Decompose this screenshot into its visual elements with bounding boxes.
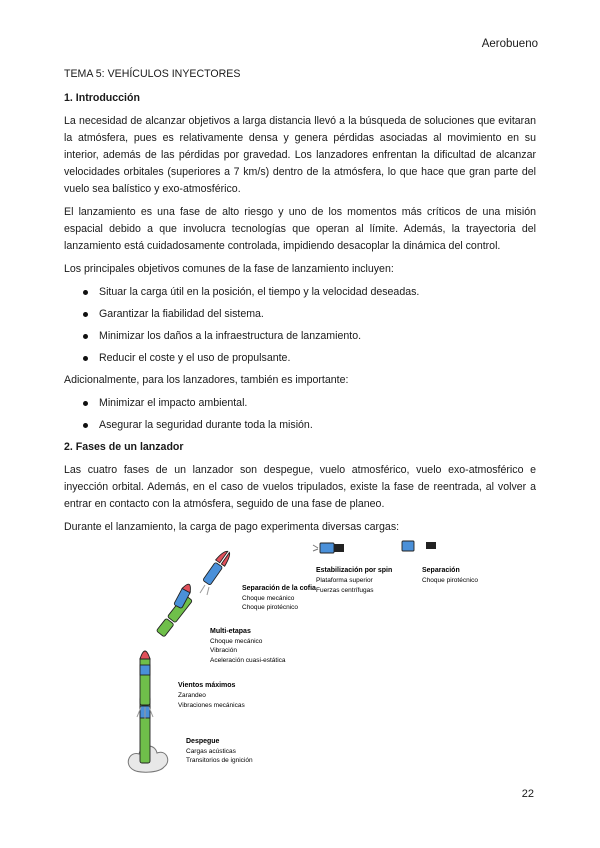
rocket-body: [156, 618, 174, 637]
rocket-nose: [140, 651, 150, 659]
paragraph: Los principales objetivos comunes de la fase de lanzamiento incluyen:: [64, 263, 394, 275]
phase-item: Cargas acústicas: [186, 748, 236, 755]
rocket-body: [140, 657, 150, 705]
section-heading-phases: 2. Fases de un lanzador: [64, 441, 184, 453]
list-item: Asegurar la seguridad durante toda la misión.: [64, 417, 536, 434]
phase-item: Transitorios de ignición: [186, 757, 253, 764]
phase-item: Zarandeo: [178, 692, 206, 699]
phase-item: Vibraciones mecánicas: [178, 702, 245, 709]
phase-item: Plataforma superior: [316, 577, 373, 584]
rocket-stage: [140, 665, 150, 675]
separation-icon: [402, 541, 436, 551]
launch-phases-diagram: [110, 537, 479, 785]
label-cofia: [242, 585, 316, 611]
phase-title: Separación de la cofia: [242, 585, 316, 592]
rocket-fairing-separation-icon: [200, 548, 233, 595]
list-item: Reducir el coste y el uso de propulsante.: [64, 350, 536, 367]
label-vientos: [178, 682, 245, 709]
paragraph: Durante el lanzamiento, la carga de pago experimenta diversas cargas:: [64, 521, 400, 533]
label-separacion: [422, 567, 478, 584]
additional-list: [64, 395, 536, 434]
phase-item: Choque pirotécnico: [242, 604, 299, 611]
rocket-multistage-icon: [156, 582, 193, 637]
phase-item: Choque pirotécnico: [422, 577, 479, 584]
paragraph: La necesidad de alcanzar objetivos a larga distancia llevó a la búsqueda de soluciones que evitaran la atmósfera, pues es relativamente densa y genera pérdidas asociadas al movimiento en su interior, además de las pérdidas por gravedad. Los lanzadores enfrentan la dificultad de alcanzar velocidades orbitales (superiores a 7 km/s) dentro de la atmósfera, lo que hace que gran parte del vuelo sea balístico y exo-atmosférico.: [64, 115, 536, 195]
phase-title: Estabilización por spin: [316, 567, 393, 574]
list-item: Situar la carga útil en la posición, el tiempo y la velocidad deseadas.: [64, 284, 536, 301]
paragraph: Las cuatro fases de un lanzador son despegue, vuelo atmosférico, vuelo exo-atmosférico e inyección orbital. Además, en el caso de vuelos tripulados, existe la fase de reentrada, al volver a entrar en contacto con la atmósfera, seguido de una fase de planeo.: [64, 464, 536, 510]
spin-stage-icon: [313, 543, 344, 553]
rocket-stage: [402, 541, 414, 551]
rocket-stage: [320, 543, 334, 553]
page-content: [64, 66, 536, 542]
label-spin: [316, 567, 392, 594]
label-despegue: [186, 738, 253, 764]
topic-title: TEMA 5: VEHÍCULOS INYECTORES: [64, 68, 241, 80]
list-item: Garantizar la fiabilidad del sistema.: [64, 306, 536, 323]
label-multietapas: [210, 628, 286, 664]
phase-item: Aceleración cuasi-estática: [210, 657, 286, 664]
rocket-stage: [203, 562, 223, 585]
rocket-max-winds-icon: [137, 651, 153, 719]
phase-item: Vibración: [210, 647, 237, 654]
paragraph: Adicionalmente, para los lanzadores, también es importante:: [64, 374, 349, 386]
phase-item: Choque mecánico: [242, 595, 295, 602]
phase-item: Fuerzas centrífugas: [316, 587, 374, 594]
phase-title: Vientos máximos: [178, 682, 236, 689]
list-item: Minimizar el impacto ambiental.: [64, 395, 536, 412]
phase-title: Despegue: [186, 738, 220, 745]
document-header: Aerobueno: [481, 38, 538, 50]
phase-item: Choque mecánico: [210, 638, 263, 645]
section-heading-introduction: 1. Introducción: [64, 92, 140, 104]
list-item: Minimizar los daños a la infraestructura de lanzamiento.: [64, 328, 536, 345]
objectives-list: [64, 284, 536, 367]
paragraph: El lanzamiento es una fase de alto riesgo y uno de los momentos más críticos de una misión espacial debido a que involucra tecnologías que operan al límite. Además, la trayectoria del lanzamiento está cuidadosamente controlada, impidiendo desacoplar la dinámica del control.: [64, 206, 536, 252]
phase-title: Separación: [422, 567, 460, 574]
page-number: 22: [521, 788, 534, 800]
phase-title: Multi-etapas: [210, 628, 251, 635]
